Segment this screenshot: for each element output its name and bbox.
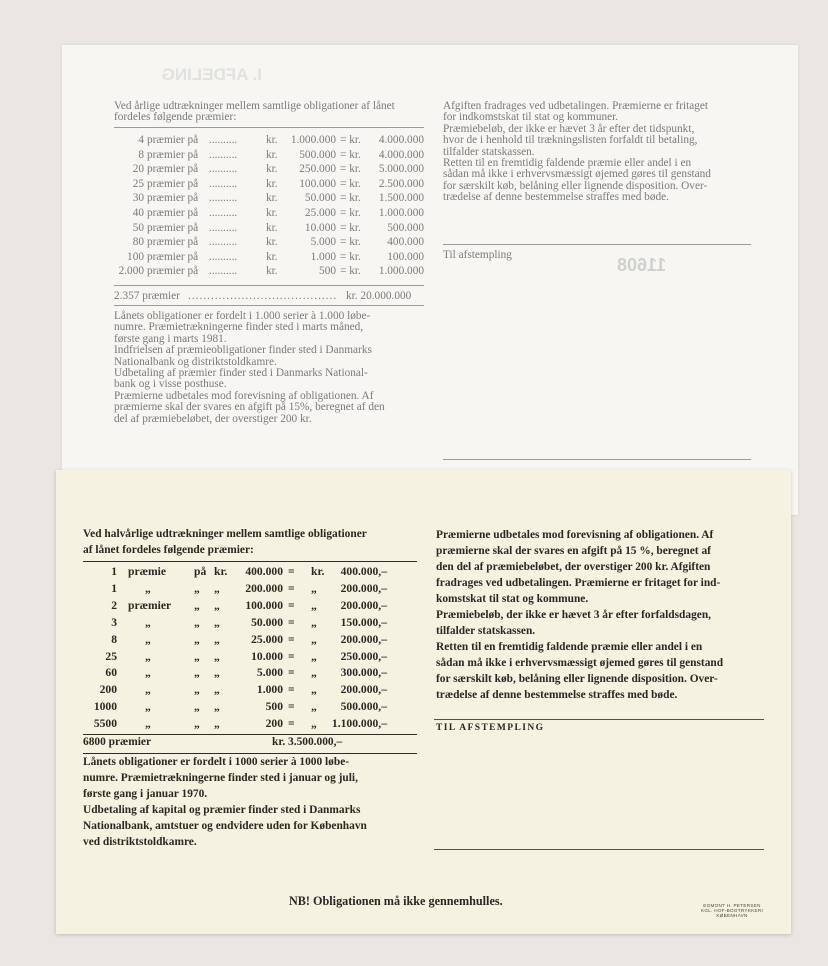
front-total-rule-bottom	[83, 753, 417, 754]
prize-label: præmier på	[147, 192, 199, 205]
ghost-serial-number: 11608	[617, 255, 667, 275]
text-line: Nationalbank og distriktstoldkamre.	[114, 355, 277, 368]
front-prize-row	[83, 717, 413, 733]
prize-amount: 500.000	[299, 148, 336, 161]
front-prize-row	[83, 582, 413, 598]
text-line: fradrages ved udbetalingen. Præmierne er fritaget for ind-	[436, 577, 721, 589]
prize-eq: = kr.	[340, 163, 361, 176]
prize-eq: = kr.	[340, 192, 361, 205]
prize-count: 4	[138, 134, 144, 146]
prize-kr: „	[311, 581, 317, 595]
prize-eq: = kr.	[340, 221, 361, 234]
front-prize-row	[83, 633, 413, 649]
prize-count: 80	[132, 236, 144, 249]
prize-total: 250.000,–	[340, 649, 387, 663]
prize-eq: = kr.	[340, 177, 361, 190]
prize-count: 8	[111, 632, 117, 646]
prize-count: 200	[99, 683, 117, 697]
prize-amount: 5.000	[256, 666, 283, 680]
prize-amount: 500	[265, 700, 283, 714]
prize-kr: „	[311, 700, 317, 714]
prize-count: 1	[111, 581, 117, 595]
prize-kr: „	[311, 717, 317, 731]
prize-label: „	[145, 683, 151, 697]
front-intro	[83, 527, 423, 559]
prize-kr: „	[311, 615, 317, 629]
prize-pa: „	[194, 717, 200, 731]
front-prize-row	[83, 565, 413, 581]
prize-pa: „	[194, 615, 200, 629]
prize-label: „	[145, 666, 151, 680]
prize-total: 200.000,–	[340, 683, 387, 697]
prize-kr: „	[214, 581, 220, 595]
prize-label: præmier på	[147, 207, 199, 219]
prize-pa: „	[194, 649, 200, 663]
prize-label: præmier	[128, 598, 172, 612]
prize-eq: =	[288, 717, 295, 731]
prize-count: 1	[111, 565, 117, 578]
back-stamp-rule-bottom	[443, 459, 751, 460]
back-prize-row	[114, 192, 434, 204]
prize-label: præmier på	[147, 221, 199, 234]
prize-total: 100.000	[387, 250, 424, 263]
text-line: sådan må ikke i erhvervsmæssigt øjemed gøres til genstand	[443, 168, 711, 181]
back-total-rule-top	[114, 285, 424, 286]
back-prize-row	[114, 207, 434, 219]
prize-kr: „	[214, 632, 220, 646]
back-prize-row	[114, 251, 434, 263]
front-stamp-rule-bottom	[434, 849, 764, 850]
back-prize-row	[114, 178, 434, 190]
prize-total: 4.000.000	[378, 134, 424, 146]
prize-kr: „	[311, 632, 317, 646]
text-line: første gang i marts 1981.	[114, 332, 227, 345]
back-stamp-rule-top	[443, 244, 751, 245]
back-terms-right	[443, 101, 763, 204]
back-total-label: 2.357 præmier	[114, 290, 180, 302]
prize-label: „	[145, 615, 151, 629]
imprint-line: KGL. HOF-BOGTRYKKERI	[700, 908, 764, 913]
prize-kr: „	[214, 683, 220, 697]
prize-dots: ..........	[209, 236, 238, 249]
text-line: ved distriktstoldkamre.	[83, 835, 197, 848]
prize-pa: „	[194, 666, 200, 680]
prize-count: 25	[105, 649, 117, 663]
prize-kr: „	[311, 598, 317, 612]
front-total-value: kr. 3.500.000,–	[272, 736, 343, 748]
prize-kr: „	[214, 666, 220, 680]
prize-total: 400.000	[387, 236, 424, 249]
back-total-value: kr. 20.000.000	[346, 290, 412, 302]
prize-dots: ..........	[209, 192, 238, 205]
front-prize-row	[83, 616, 413, 632]
prize-count: 60	[105, 666, 117, 680]
text-line: for indkomstskat til stat og kommuner.	[443, 111, 619, 124]
text-line: numre. Præmietrækningerne finder sted i marts måned,	[114, 321, 364, 334]
prize-unit: kr.	[266, 207, 278, 219]
text-line: den del af præmiebeløbet, der overstiger 200 kr. Afgiften	[436, 561, 711, 573]
front-terms-right	[436, 527, 776, 703]
back-sheet	[62, 45, 798, 515]
prize-eq: =	[288, 683, 295, 697]
prize-unit: kr.	[266, 250, 278, 263]
prize-count: 100	[127, 250, 144, 263]
prize-count: 5500	[93, 717, 117, 731]
front-total-label: 6800 præmier	[83, 736, 152, 748]
prize-amount: 50.000	[304, 192, 336, 205]
back-intro-rule	[114, 127, 424, 128]
text-line: Præmierne udbetales mod forevisning af obligationen. Af	[114, 389, 374, 402]
prize-unit: kr.	[266, 148, 278, 161]
prize-pa: „	[194, 632, 200, 646]
prize-amount: 25.000	[304, 207, 336, 219]
prize-label: præmier på	[147, 236, 199, 249]
prize-dots: ..........	[209, 250, 238, 263]
text-line: Lånets obligationer er fordelt i 1.000 serier à 1.000 løbe-	[114, 310, 371, 322]
prize-amount: 10.000	[304, 221, 336, 234]
prize-eq: =	[288, 649, 295, 663]
front-prize-row	[83, 599, 413, 615]
text-line: Lånets obligationer er fordelt i 1000 serier à 1000 løbe-	[83, 756, 350, 768]
text-line: for særskilt køb, belåning eller lignende disposition. Over-	[436, 673, 718, 685]
prize-pa: „	[194, 683, 200, 697]
prize-unit: kr.	[266, 177, 278, 190]
imprint-line: KØBENHAVN	[716, 913, 748, 918]
prize-eq: =	[288, 632, 295, 646]
prize-label: præmier på	[147, 134, 199, 146]
prize-eq: = kr.	[340, 250, 361, 263]
prize-kr: „	[214, 700, 220, 714]
text-line: Indfrielsen af præmieobligationer finder sted i Danmarks	[114, 344, 372, 357]
prize-total: 200.000,–	[340, 632, 387, 646]
prize-amount: 25.000	[251, 632, 283, 646]
prize-kr: kr.	[214, 565, 228, 578]
prize-eq: =	[288, 615, 295, 629]
prize-kr: „	[311, 666, 317, 680]
prize-eq: = kr.	[340, 148, 361, 161]
prize-eq: =	[288, 565, 295, 578]
back-total-rule-bottom	[114, 305, 424, 306]
text-line: trædelse af denne bestemmelse straffes med bøde.	[443, 191, 669, 204]
prize-amount: 100.000	[245, 598, 283, 612]
prize-count: 30	[132, 192, 144, 205]
text-line: sådan må ikke i erhvervsmæssigt øjemed gøres til genstand	[436, 657, 724, 669]
text-line: trædelse af denne bestemmelse straffes med bøde.	[436, 689, 678, 701]
prize-total: 2.500.000	[378, 177, 424, 190]
prize-label: „	[145, 581, 151, 595]
prize-dots: ..........	[209, 148, 238, 161]
back-prize-row	[114, 236, 434, 248]
prize-unit: kr.	[266, 221, 278, 234]
prize-pa: „	[194, 700, 200, 714]
prize-eq: =	[288, 666, 295, 680]
prize-label: „	[145, 632, 151, 646]
prize-total: 1.000.000	[378, 265, 424, 278]
prize-amount: 400.000	[245, 565, 283, 578]
prize-pa: „	[194, 598, 200, 612]
prize-eq: = kr.	[340, 265, 361, 278]
front-intro-rule	[83, 561, 417, 562]
prize-label: præmier på	[147, 265, 199, 278]
prize-dots: ..........	[209, 163, 238, 176]
text-line: præmierne skal der svares en afgift på 15%, beregnet af den	[114, 401, 385, 414]
prize-dots: ..........	[209, 207, 238, 219]
prize-label: „	[145, 649, 151, 663]
front-prize-table	[83, 565, 423, 735]
text-line: Nationalbank, amtstuer og endvidere uden for København	[83, 819, 367, 832]
back-prize-row	[114, 163, 434, 175]
prize-dots: ..........	[209, 134, 238, 146]
printer-imprint	[693, 903, 771, 918]
prize-eq: =	[288, 700, 295, 714]
prize-eq: =	[288, 598, 295, 612]
prize-dots: ..........	[209, 265, 238, 278]
prize-amount: 5.000	[310, 236, 336, 249]
prize-count: 20	[132, 163, 144, 176]
text-line: præmierne skal der svares en afgift på 15 %, beregnet af	[436, 545, 711, 557]
text-line: tilfalder statskassen.	[436, 625, 536, 637]
prize-total: 1.100.000,–	[331, 717, 387, 731]
prize-label: „	[145, 717, 151, 731]
front-notice: NB! Obligationen må ikke gennemhulles.	[289, 894, 503, 908]
back-terms-left	[114, 311, 434, 425]
prize-count: 25	[132, 177, 144, 190]
prize-amount: 200	[265, 717, 283, 731]
prize-amount: 1.000	[256, 683, 283, 697]
prize-label: „	[145, 700, 151, 714]
prize-count: 2	[111, 598, 117, 612]
back-prize-row	[114, 149, 434, 161]
prize-eq: =	[288, 581, 295, 595]
text-line: Præmiebeløb, der ikke er hævet 3 år efter forfaldsdagen,	[436, 609, 712, 621]
prize-unit: kr.	[266, 163, 278, 176]
prize-total: 5.000.000	[378, 163, 424, 176]
prize-count: 8	[138, 148, 144, 161]
text-line: Præmiebeløb, der ikke er hævet 3 år efter det tidspunkt,	[443, 122, 695, 135]
prize-total: 4.000.000	[378, 148, 424, 161]
text-line: del af præmiebeløbet, der overstiger 200 kr.	[114, 412, 312, 425]
text-line: komstskat til stat og kommune.	[436, 593, 589, 605]
prize-amount: 50.000	[251, 615, 283, 629]
prize-eq: = kr.	[340, 236, 361, 249]
prize-kr: „	[214, 717, 220, 731]
text-line: Retten til en fremtidig faldende præmie eller andel i en	[443, 157, 692, 170]
back-prize-row	[114, 265, 434, 277]
front-terms-left	[83, 755, 428, 850]
back-prize-row	[114, 222, 434, 234]
front-stamp-rule-top	[434, 719, 764, 720]
prize-count: 50	[132, 221, 144, 234]
prize-kr: „	[311, 683, 317, 697]
prize-count: 40	[132, 207, 144, 219]
front-prize-row	[83, 700, 413, 716]
prize-kr: „	[311, 649, 317, 663]
prize-label: præmier på	[147, 163, 199, 176]
ghost-heading: I. AFDELING	[161, 65, 262, 84]
prize-label: præmier på	[147, 148, 199, 161]
prize-dots: ..........	[209, 221, 238, 234]
prize-count: 3	[111, 615, 117, 629]
prize-eq: = kr.	[340, 207, 361, 219]
prize-kr: „	[214, 615, 220, 629]
text-line: tilfalder statskassen.	[443, 145, 535, 158]
text-line: bank og i visse posthuse.	[114, 378, 227, 391]
prize-amount: 100.000	[299, 177, 336, 190]
prize-amount: 250.000	[299, 163, 336, 176]
prize-total: 1.000.000	[378, 207, 424, 219]
prize-pa: „	[194, 581, 200, 595]
prize-label: præmier på	[147, 250, 199, 263]
prize-total: 150.000,–	[340, 615, 387, 629]
prize-dots: ..........	[209, 177, 238, 190]
imprint-line: EGMONT H. PETERSEN	[703, 903, 761, 908]
prize-amount: 200.000	[245, 581, 283, 595]
text-line: første gang i januar 1970.	[83, 787, 208, 800]
text-line: hvor de i henhold til trækningslisten forfaldt til betaling,	[443, 134, 698, 147]
back-intro: Ved årlige udtrækninger mellem samtlige obligationer af lånet fordeles følgende præmier:	[114, 100, 395, 124]
text-line: Udbetaling af præmier finder sted i Danmarks National-	[114, 367, 368, 380]
prize-kr: kr.	[311, 565, 325, 578]
front-prize-row	[83, 650, 413, 666]
prize-amount: 500	[319, 265, 336, 278]
front-stamp-label: TIL AFSTEMPLING	[436, 723, 545, 733]
prize-total: 1.500.000	[378, 192, 424, 205]
back-prize-table	[114, 134, 434, 284]
prize-amount: 1.000.000	[290, 134, 336, 146]
prize-unit: kr.	[266, 134, 278, 146]
text-line: Udbetaling af kapital og præmier finder sted i Danmarks	[83, 803, 361, 816]
text-line: numre. Præmietrækningerne finder sted i januar og juli,	[83, 771, 358, 784]
prize-label: præmie	[128, 565, 166, 578]
prize-unit: kr.	[266, 236, 278, 249]
prize-total: 500.000	[387, 221, 424, 234]
prize-unit: kr.	[266, 265, 278, 278]
back-total-dots: .......................................	[188, 290, 338, 302]
prize-total: 200.000,–	[340, 598, 387, 612]
prize-kr: „	[214, 598, 220, 612]
prize-pa: på	[194, 565, 207, 578]
prize-kr: „	[214, 649, 220, 663]
text-line: Præmierne udbetales mod forevisning af obligationen. Af	[436, 529, 714, 541]
prize-total: 200.000,–	[340, 581, 387, 595]
text-line: Ved halvårlige udtrækninger mellem samtlige obligationer	[83, 528, 367, 540]
front-sheet	[56, 470, 791, 934]
text-line: Afgiften fradrages ved udbetalingen. Præmierne er fritaget	[443, 100, 709, 112]
prize-amount: 10.000	[251, 649, 283, 663]
front-prize-row	[83, 683, 413, 699]
back-prize-row	[114, 134, 434, 146]
text-line: for særskilt køb, belåning eller lignende disposition. Over-	[443, 179, 708, 192]
prize-total: 500.000,–	[340, 700, 387, 714]
prize-count: 2.000	[118, 265, 144, 278]
text-line: af lånet fordeles følgende præmier:	[83, 543, 254, 556]
back-stamp-label: Til afstempling	[443, 249, 512, 261]
text-line: Retten til en fremtidig faldende præmie eller andel i en	[436, 641, 703, 653]
prize-eq: = kr.	[340, 134, 361, 146]
prize-label: præmier på	[147, 177, 199, 190]
prize-total: 300.000,–	[340, 666, 387, 680]
prize-total: 400.000,–	[340, 565, 387, 578]
prize-unit: kr.	[266, 192, 278, 205]
prize-amount: 1.000	[310, 250, 336, 263]
prize-count: 1000	[93, 700, 117, 714]
front-prize-row	[83, 666, 413, 682]
